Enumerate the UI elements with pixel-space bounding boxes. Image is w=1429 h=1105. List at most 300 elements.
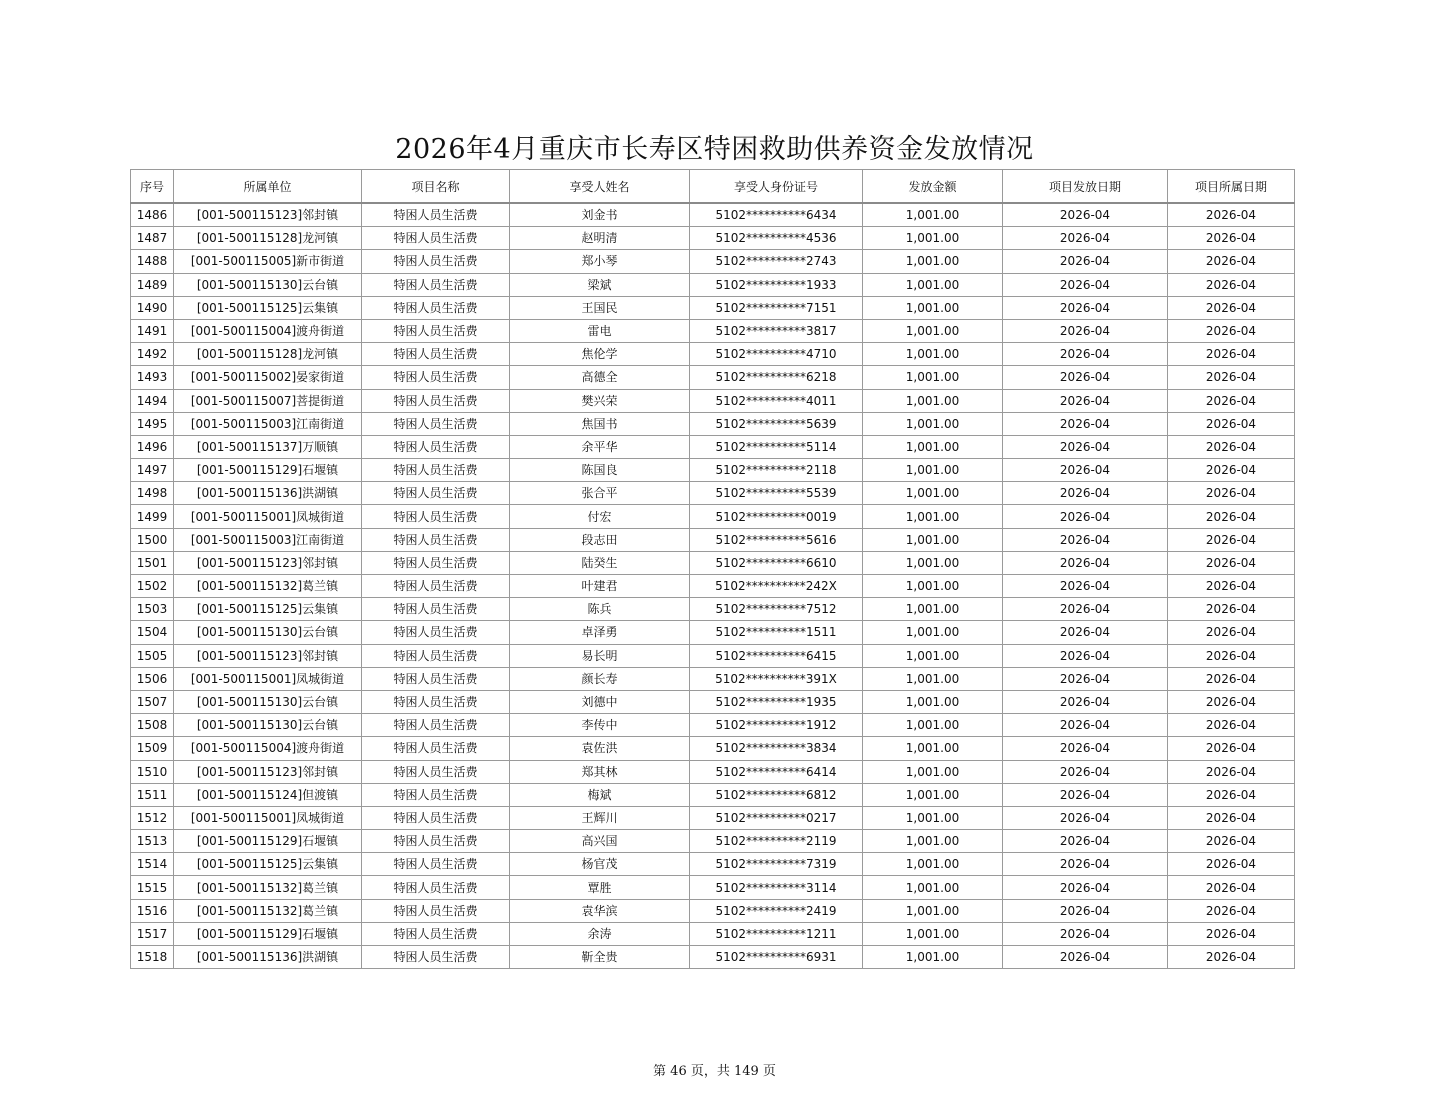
cell-period: 2026-04 bbox=[1168, 482, 1295, 505]
cell-issue-date: 2026-04 bbox=[1003, 621, 1168, 644]
cell-unit: [001-500115136]洪湖镇 bbox=[174, 482, 362, 505]
cell-issue-date: 2026-04 bbox=[1003, 412, 1168, 435]
data-table bbox=[130, 169, 1295, 969]
cell-issue-date: 2026-04 bbox=[1003, 714, 1168, 737]
cell-id-number: 5102**********5539 bbox=[690, 482, 863, 505]
cell-amount: 1,001.00 bbox=[863, 899, 1003, 922]
cell-project: 特困人员生活费 bbox=[362, 575, 510, 598]
cell-period: 2026-04 bbox=[1168, 876, 1295, 899]
cell-index: 1498 bbox=[131, 482, 174, 505]
cell-unit: [001-500115137]万顺镇 bbox=[174, 435, 362, 458]
cell-name: 余平华 bbox=[510, 435, 690, 458]
cell-issue-date: 2026-04 bbox=[1003, 273, 1168, 296]
cell-index: 1511 bbox=[131, 783, 174, 806]
table-row bbox=[131, 551, 1295, 574]
cell-amount: 1,001.00 bbox=[863, 621, 1003, 644]
cell-project: 特困人员生活费 bbox=[362, 598, 510, 621]
cell-amount: 1,001.00 bbox=[863, 273, 1003, 296]
cell-id-number: 5102**********5616 bbox=[690, 528, 863, 551]
cell-project: 特困人员生活费 bbox=[362, 551, 510, 574]
table-row bbox=[131, 690, 1295, 713]
table-row bbox=[131, 575, 1295, 598]
cell-issue-date: 2026-04 bbox=[1003, 505, 1168, 528]
cell-name: 袁华滨 bbox=[510, 899, 690, 922]
cell-period: 2026-04 bbox=[1168, 250, 1295, 273]
cell-name: 刘德中 bbox=[510, 690, 690, 713]
cell-period: 2026-04 bbox=[1168, 319, 1295, 342]
table-row bbox=[131, 876, 1295, 899]
cell-issue-date: 2026-04 bbox=[1003, 459, 1168, 482]
cell-id-number: 5102**********6414 bbox=[690, 760, 863, 783]
cell-name: 叶建君 bbox=[510, 575, 690, 598]
cell-name: 焦国书 bbox=[510, 412, 690, 435]
cell-period: 2026-04 bbox=[1168, 412, 1295, 435]
cell-id-number: 5102**********1211 bbox=[690, 922, 863, 945]
cell-index: 1517 bbox=[131, 922, 174, 945]
cell-issue-date: 2026-04 bbox=[1003, 250, 1168, 273]
table-row bbox=[131, 482, 1295, 505]
cell-unit: [001-500115129]石堰镇 bbox=[174, 922, 362, 945]
cell-unit: [001-500115001]凤城街道 bbox=[174, 667, 362, 690]
cell-period: 2026-04 bbox=[1168, 459, 1295, 482]
cell-amount: 1,001.00 bbox=[863, 806, 1003, 829]
cell-period: 2026-04 bbox=[1168, 830, 1295, 853]
cell-id-number: 5102**********242X bbox=[690, 575, 863, 598]
cell-issue-date: 2026-04 bbox=[1003, 806, 1168, 829]
cell-id-number: 5102**********4536 bbox=[690, 227, 863, 250]
cell-id-number: 5102**********3114 bbox=[690, 876, 863, 899]
cell-index: 1508 bbox=[131, 714, 174, 737]
cell-unit: [001-500115130]云台镇 bbox=[174, 621, 362, 644]
cell-project: 特困人员生活费 bbox=[362, 482, 510, 505]
cell-id-number: 5102**********4710 bbox=[690, 343, 863, 366]
cell-name: 高德全 bbox=[510, 366, 690, 389]
cell-unit: [001-500115007]菩提街道 bbox=[174, 389, 362, 412]
cell-index: 1500 bbox=[131, 528, 174, 551]
cell-id-number: 5102**********0217 bbox=[690, 806, 863, 829]
cell-amount: 1,001.00 bbox=[863, 319, 1003, 342]
cell-project: 特困人员生活费 bbox=[362, 899, 510, 922]
column-header-index: 序号 bbox=[131, 170, 174, 204]
cell-issue-date: 2026-04 bbox=[1003, 203, 1168, 227]
cell-amount: 1,001.00 bbox=[863, 482, 1003, 505]
cell-issue-date: 2026-04 bbox=[1003, 667, 1168, 690]
cell-period: 2026-04 bbox=[1168, 389, 1295, 412]
cell-amount: 1,001.00 bbox=[863, 459, 1003, 482]
cell-name: 赵明清 bbox=[510, 227, 690, 250]
cell-unit: [001-500115128]龙河镇 bbox=[174, 227, 362, 250]
cell-period: 2026-04 bbox=[1168, 273, 1295, 296]
cell-project: 特困人员生活费 bbox=[362, 412, 510, 435]
table-row bbox=[131, 528, 1295, 551]
column-header-period: 项目所属日期 bbox=[1168, 170, 1295, 204]
cell-issue-date: 2026-04 bbox=[1003, 575, 1168, 598]
cell-name: 袁佐洪 bbox=[510, 737, 690, 760]
cell-index: 1487 bbox=[131, 227, 174, 250]
cell-amount: 1,001.00 bbox=[863, 690, 1003, 713]
cell-project: 特困人员生活费 bbox=[362, 505, 510, 528]
cell-name: 颜长寿 bbox=[510, 667, 690, 690]
cell-unit: [001-500115132]葛兰镇 bbox=[174, 899, 362, 922]
cell-index: 1496 bbox=[131, 435, 174, 458]
cell-project: 特困人员生活费 bbox=[362, 737, 510, 760]
cell-index: 1515 bbox=[131, 876, 174, 899]
cell-index: 1501 bbox=[131, 551, 174, 574]
cell-index: 1489 bbox=[131, 273, 174, 296]
cell-unit: [001-500115129]石堰镇 bbox=[174, 459, 362, 482]
cell-unit: [001-500115003]江南街道 bbox=[174, 528, 362, 551]
cell-name: 靳全贵 bbox=[510, 946, 690, 969]
cell-index: 1506 bbox=[131, 667, 174, 690]
cell-period: 2026-04 bbox=[1168, 598, 1295, 621]
cell-amount: 1,001.00 bbox=[863, 830, 1003, 853]
cell-amount: 1,001.00 bbox=[863, 343, 1003, 366]
table-row bbox=[131, 459, 1295, 482]
cell-id-number: 5102**********391X bbox=[690, 667, 863, 690]
cell-period: 2026-04 bbox=[1168, 203, 1295, 227]
cell-id-number: 5102**********6415 bbox=[690, 644, 863, 667]
cell-issue-date: 2026-04 bbox=[1003, 737, 1168, 760]
cell-index: 1510 bbox=[131, 760, 174, 783]
cell-name: 樊兴荣 bbox=[510, 389, 690, 412]
cell-issue-date: 2026-04 bbox=[1003, 366, 1168, 389]
cell-period: 2026-04 bbox=[1168, 737, 1295, 760]
table-row bbox=[131, 273, 1295, 296]
cell-amount: 1,001.00 bbox=[863, 551, 1003, 574]
cell-index: 1505 bbox=[131, 644, 174, 667]
cell-project: 特困人员生活费 bbox=[362, 760, 510, 783]
cell-index: 1513 bbox=[131, 830, 174, 853]
cell-unit: [001-500115004]渡舟街道 bbox=[174, 319, 362, 342]
cell-project: 特困人员生活费 bbox=[362, 922, 510, 945]
header-row bbox=[131, 170, 1295, 204]
cell-name: 陈国良 bbox=[510, 459, 690, 482]
table-row bbox=[131, 203, 1295, 227]
cell-project: 特困人员生活费 bbox=[362, 644, 510, 667]
cell-amount: 1,001.00 bbox=[863, 922, 1003, 945]
cell-index: 1488 bbox=[131, 250, 174, 273]
column-header-unit: 所属单位 bbox=[174, 170, 362, 204]
cell-unit: [001-500115125]云集镇 bbox=[174, 853, 362, 876]
cell-period: 2026-04 bbox=[1168, 667, 1295, 690]
cell-amount: 1,001.00 bbox=[863, 435, 1003, 458]
cell-id-number: 5102**********6434 bbox=[690, 203, 863, 227]
cell-issue-date: 2026-04 bbox=[1003, 760, 1168, 783]
cell-issue-date: 2026-04 bbox=[1003, 551, 1168, 574]
cell-project: 特困人员生活费 bbox=[362, 714, 510, 737]
cell-issue-date: 2026-04 bbox=[1003, 528, 1168, 551]
cell-index: 1504 bbox=[131, 621, 174, 644]
cell-index: 1518 bbox=[131, 946, 174, 969]
table-row bbox=[131, 389, 1295, 412]
cell-unit: [001-500115128]龙河镇 bbox=[174, 343, 362, 366]
cell-id-number: 5102**********5639 bbox=[690, 412, 863, 435]
cell-id-number: 5102**********4011 bbox=[690, 389, 863, 412]
cell-id-number: 5102**********1511 bbox=[690, 621, 863, 644]
cell-period: 2026-04 bbox=[1168, 343, 1295, 366]
cell-unit: [001-500115123]邻封镇 bbox=[174, 644, 362, 667]
cell-project: 特困人员生活费 bbox=[362, 876, 510, 899]
table-row bbox=[131, 806, 1295, 829]
cell-name: 易长明 bbox=[510, 644, 690, 667]
cell-period: 2026-04 bbox=[1168, 366, 1295, 389]
cell-issue-date: 2026-04 bbox=[1003, 319, 1168, 342]
cell-project: 特困人员生活费 bbox=[362, 435, 510, 458]
table-row bbox=[131, 737, 1295, 760]
table-row bbox=[131, 250, 1295, 273]
cell-unit: [001-500115136]洪湖镇 bbox=[174, 946, 362, 969]
cell-name: 杨官茂 bbox=[510, 853, 690, 876]
cell-issue-date: 2026-04 bbox=[1003, 690, 1168, 713]
cell-index: 1516 bbox=[131, 899, 174, 922]
cell-id-number: 5102**********1935 bbox=[690, 690, 863, 713]
cell-name: 覃胜 bbox=[510, 876, 690, 899]
cell-amount: 1,001.00 bbox=[863, 250, 1003, 273]
cell-project: 特困人员生活费 bbox=[362, 389, 510, 412]
table-row bbox=[131, 644, 1295, 667]
table-row bbox=[131, 946, 1295, 969]
cell-unit: [001-500115001]凤城街道 bbox=[174, 505, 362, 528]
cell-project: 特困人员生活费 bbox=[362, 621, 510, 644]
cell-period: 2026-04 bbox=[1168, 714, 1295, 737]
cell-amount: 1,001.00 bbox=[863, 505, 1003, 528]
cell-amount: 1,001.00 bbox=[863, 737, 1003, 760]
cell-index: 1509 bbox=[131, 737, 174, 760]
cell-index: 1499 bbox=[131, 505, 174, 528]
cell-period: 2026-04 bbox=[1168, 435, 1295, 458]
cell-index: 1494 bbox=[131, 389, 174, 412]
cell-name: 王国民 bbox=[510, 296, 690, 319]
cell-amount: 1,001.00 bbox=[863, 575, 1003, 598]
cell-unit: [001-500115130]云台镇 bbox=[174, 273, 362, 296]
cell-id-number: 5102**********7319 bbox=[690, 853, 863, 876]
table-row bbox=[131, 922, 1295, 945]
cell-project: 特困人员生活费 bbox=[362, 459, 510, 482]
table-row bbox=[131, 830, 1295, 853]
cell-issue-date: 2026-04 bbox=[1003, 598, 1168, 621]
cell-id-number: 5102**********6931 bbox=[690, 946, 863, 969]
cell-period: 2026-04 bbox=[1168, 853, 1295, 876]
cell-name: 余涛 bbox=[510, 922, 690, 945]
table-row bbox=[131, 621, 1295, 644]
cell-issue-date: 2026-04 bbox=[1003, 482, 1168, 505]
cell-unit: [001-500115002]晏家街道 bbox=[174, 366, 362, 389]
cell-id-number: 5102**********2118 bbox=[690, 459, 863, 482]
cell-project: 特困人员生活费 bbox=[362, 667, 510, 690]
cell-period: 2026-04 bbox=[1168, 296, 1295, 319]
cell-issue-date: 2026-04 bbox=[1003, 343, 1168, 366]
cell-name: 高兴国 bbox=[510, 830, 690, 853]
cell-project: 特困人员生活费 bbox=[362, 690, 510, 713]
cell-issue-date: 2026-04 bbox=[1003, 853, 1168, 876]
cell-unit: [001-500115005]新市街道 bbox=[174, 250, 362, 273]
cell-period: 2026-04 bbox=[1168, 760, 1295, 783]
cell-amount: 1,001.00 bbox=[863, 203, 1003, 227]
cell-index: 1497 bbox=[131, 459, 174, 482]
cell-id-number: 5102**********1933 bbox=[690, 273, 863, 296]
cell-index: 1493 bbox=[131, 366, 174, 389]
cell-amount: 1,001.00 bbox=[863, 783, 1003, 806]
cell-project: 特困人员生活费 bbox=[362, 319, 510, 342]
cell-id-number: 5102**********6812 bbox=[690, 783, 863, 806]
table-row bbox=[131, 714, 1295, 737]
table-row bbox=[131, 667, 1295, 690]
cell-project: 特困人员生活费 bbox=[362, 343, 510, 366]
cell-unit: [001-500115130]云台镇 bbox=[174, 690, 362, 713]
cell-amount: 1,001.00 bbox=[863, 760, 1003, 783]
cell-id-number: 5102**********2419 bbox=[690, 899, 863, 922]
cell-name: 梁斌 bbox=[510, 273, 690, 296]
cell-amount: 1,001.00 bbox=[863, 667, 1003, 690]
cell-name: 雷电 bbox=[510, 319, 690, 342]
cell-period: 2026-04 bbox=[1168, 806, 1295, 829]
cell-amount: 1,001.00 bbox=[863, 644, 1003, 667]
cell-issue-date: 2026-04 bbox=[1003, 644, 1168, 667]
cell-project: 特困人员生活费 bbox=[362, 806, 510, 829]
cell-name: 卓泽勇 bbox=[510, 621, 690, 644]
cell-index: 1502 bbox=[131, 575, 174, 598]
cell-name: 郑其林 bbox=[510, 760, 690, 783]
cell-unit: [001-500115004]渡舟街道 bbox=[174, 737, 362, 760]
cell-id-number: 5102**********6218 bbox=[690, 366, 863, 389]
cell-index: 1495 bbox=[131, 412, 174, 435]
table-row bbox=[131, 319, 1295, 342]
cell-index: 1490 bbox=[131, 296, 174, 319]
cell-id-number: 5102**********2119 bbox=[690, 830, 863, 853]
table-row bbox=[131, 227, 1295, 250]
cell-project: 特困人员生活费 bbox=[362, 528, 510, 551]
cell-unit: [001-500115129]石堰镇 bbox=[174, 830, 362, 853]
cell-amount: 1,001.00 bbox=[863, 853, 1003, 876]
cell-issue-date: 2026-04 bbox=[1003, 830, 1168, 853]
cell-amount: 1,001.00 bbox=[863, 946, 1003, 969]
column-header-name: 享受人姓名 bbox=[510, 170, 690, 204]
cell-period: 2026-04 bbox=[1168, 922, 1295, 945]
cell-issue-date: 2026-04 bbox=[1003, 876, 1168, 899]
cell-name: 陈兵 bbox=[510, 598, 690, 621]
cell-name: 段志田 bbox=[510, 528, 690, 551]
cell-amount: 1,001.00 bbox=[863, 412, 1003, 435]
cell-issue-date: 2026-04 bbox=[1003, 296, 1168, 319]
cell-unit: [001-500115125]云集镇 bbox=[174, 598, 362, 621]
cell-name: 刘金书 bbox=[510, 203, 690, 227]
cell-period: 2026-04 bbox=[1168, 551, 1295, 574]
cell-name: 焦伦学 bbox=[510, 343, 690, 366]
cell-id-number: 5102**********6610 bbox=[690, 551, 863, 574]
cell-name: 陆癸生 bbox=[510, 551, 690, 574]
cell-unit: [001-500115125]云集镇 bbox=[174, 296, 362, 319]
cell-name: 付宏 bbox=[510, 505, 690, 528]
cell-index: 1491 bbox=[131, 319, 174, 342]
cell-project: 特困人员生活费 bbox=[362, 203, 510, 227]
cell-id-number: 5102**********3834 bbox=[690, 737, 863, 760]
cell-issue-date: 2026-04 bbox=[1003, 922, 1168, 945]
table-row bbox=[131, 760, 1295, 783]
cell-unit: [001-500115130]云台镇 bbox=[174, 714, 362, 737]
cell-name: 郑小琴 bbox=[510, 250, 690, 273]
page-footer: 第 46 页，共 149 页 bbox=[653, 1064, 776, 1079]
cell-project: 特困人员生活费 bbox=[362, 227, 510, 250]
cell-index: 1512 bbox=[131, 806, 174, 829]
cell-project: 特困人员生活费 bbox=[362, 273, 510, 296]
cell-issue-date: 2026-04 bbox=[1003, 389, 1168, 412]
cell-project: 特困人员生活费 bbox=[362, 830, 510, 853]
cell-amount: 1,001.00 bbox=[863, 366, 1003, 389]
cell-period: 2026-04 bbox=[1168, 575, 1295, 598]
cell-project: 特困人员生活费 bbox=[362, 366, 510, 389]
cell-amount: 1,001.00 bbox=[863, 528, 1003, 551]
cell-amount: 1,001.00 bbox=[863, 389, 1003, 412]
cell-period: 2026-04 bbox=[1168, 528, 1295, 551]
table-row bbox=[131, 412, 1295, 435]
cell-period: 2026-04 bbox=[1168, 690, 1295, 713]
cell-amount: 1,001.00 bbox=[863, 714, 1003, 737]
cell-index: 1507 bbox=[131, 690, 174, 713]
column-header-amount: 发放金额 bbox=[863, 170, 1003, 204]
cell-id-number: 5102**********7151 bbox=[690, 296, 863, 319]
cell-unit: [001-500115123]邻封镇 bbox=[174, 760, 362, 783]
column-header-id-number: 享受人身份证号 bbox=[690, 170, 863, 204]
cell-period: 2026-04 bbox=[1168, 621, 1295, 644]
cell-id-number: 5102**********2743 bbox=[690, 250, 863, 273]
cell-period: 2026-04 bbox=[1168, 227, 1295, 250]
table-row bbox=[131, 598, 1295, 621]
cell-period: 2026-04 bbox=[1168, 899, 1295, 922]
table-row bbox=[131, 783, 1295, 806]
cell-name: 张合平 bbox=[510, 482, 690, 505]
cell-project: 特困人员生活费 bbox=[362, 296, 510, 319]
cell-unit: [001-500115132]葛兰镇 bbox=[174, 876, 362, 899]
cell-name: 李传中 bbox=[510, 714, 690, 737]
table-row bbox=[131, 505, 1295, 528]
column-header-project: 项目名称 bbox=[362, 170, 510, 204]
cell-issue-date: 2026-04 bbox=[1003, 946, 1168, 969]
cell-project: 特困人员生活费 bbox=[362, 250, 510, 273]
table-row bbox=[131, 366, 1295, 389]
table-row bbox=[131, 853, 1295, 876]
table-body bbox=[131, 203, 1295, 969]
cell-id-number: 5102**********5114 bbox=[690, 435, 863, 458]
cell-unit: [001-500115123]邻封镇 bbox=[174, 551, 362, 574]
cell-unit: [001-500115003]江南街道 bbox=[174, 412, 362, 435]
cell-name: 梅斌 bbox=[510, 783, 690, 806]
cell-unit: [001-500115132]葛兰镇 bbox=[174, 575, 362, 598]
cell-unit: [001-500115001]凤城街道 bbox=[174, 806, 362, 829]
table-row bbox=[131, 296, 1295, 319]
cell-project: 特困人员生活费 bbox=[362, 853, 510, 876]
table-row bbox=[131, 343, 1295, 366]
cell-period: 2026-04 bbox=[1168, 644, 1295, 667]
cell-amount: 1,001.00 bbox=[863, 296, 1003, 319]
page-title: 2026年4月重庆市长寿区特困救助供养资金发放情况 bbox=[395, 134, 1034, 165]
cell-index: 1492 bbox=[131, 343, 174, 366]
cell-id-number: 5102**********0019 bbox=[690, 505, 863, 528]
cell-issue-date: 2026-04 bbox=[1003, 899, 1168, 922]
cell-unit: [001-500115124]但渡镇 bbox=[174, 783, 362, 806]
cell-issue-date: 2026-04 bbox=[1003, 227, 1168, 250]
cell-amount: 1,001.00 bbox=[863, 876, 1003, 899]
table-row bbox=[131, 435, 1295, 458]
cell-project: 特困人员生活费 bbox=[362, 783, 510, 806]
cell-id-number: 5102**********1912 bbox=[690, 714, 863, 737]
cell-issue-date: 2026-04 bbox=[1003, 783, 1168, 806]
cell-period: 2026-04 bbox=[1168, 783, 1295, 806]
cell-name: 王辉川 bbox=[510, 806, 690, 829]
cell-index: 1503 bbox=[131, 598, 174, 621]
cell-amount: 1,001.00 bbox=[863, 598, 1003, 621]
cell-amount: 1,001.00 bbox=[863, 227, 1003, 250]
cell-issue-date: 2026-04 bbox=[1003, 435, 1168, 458]
